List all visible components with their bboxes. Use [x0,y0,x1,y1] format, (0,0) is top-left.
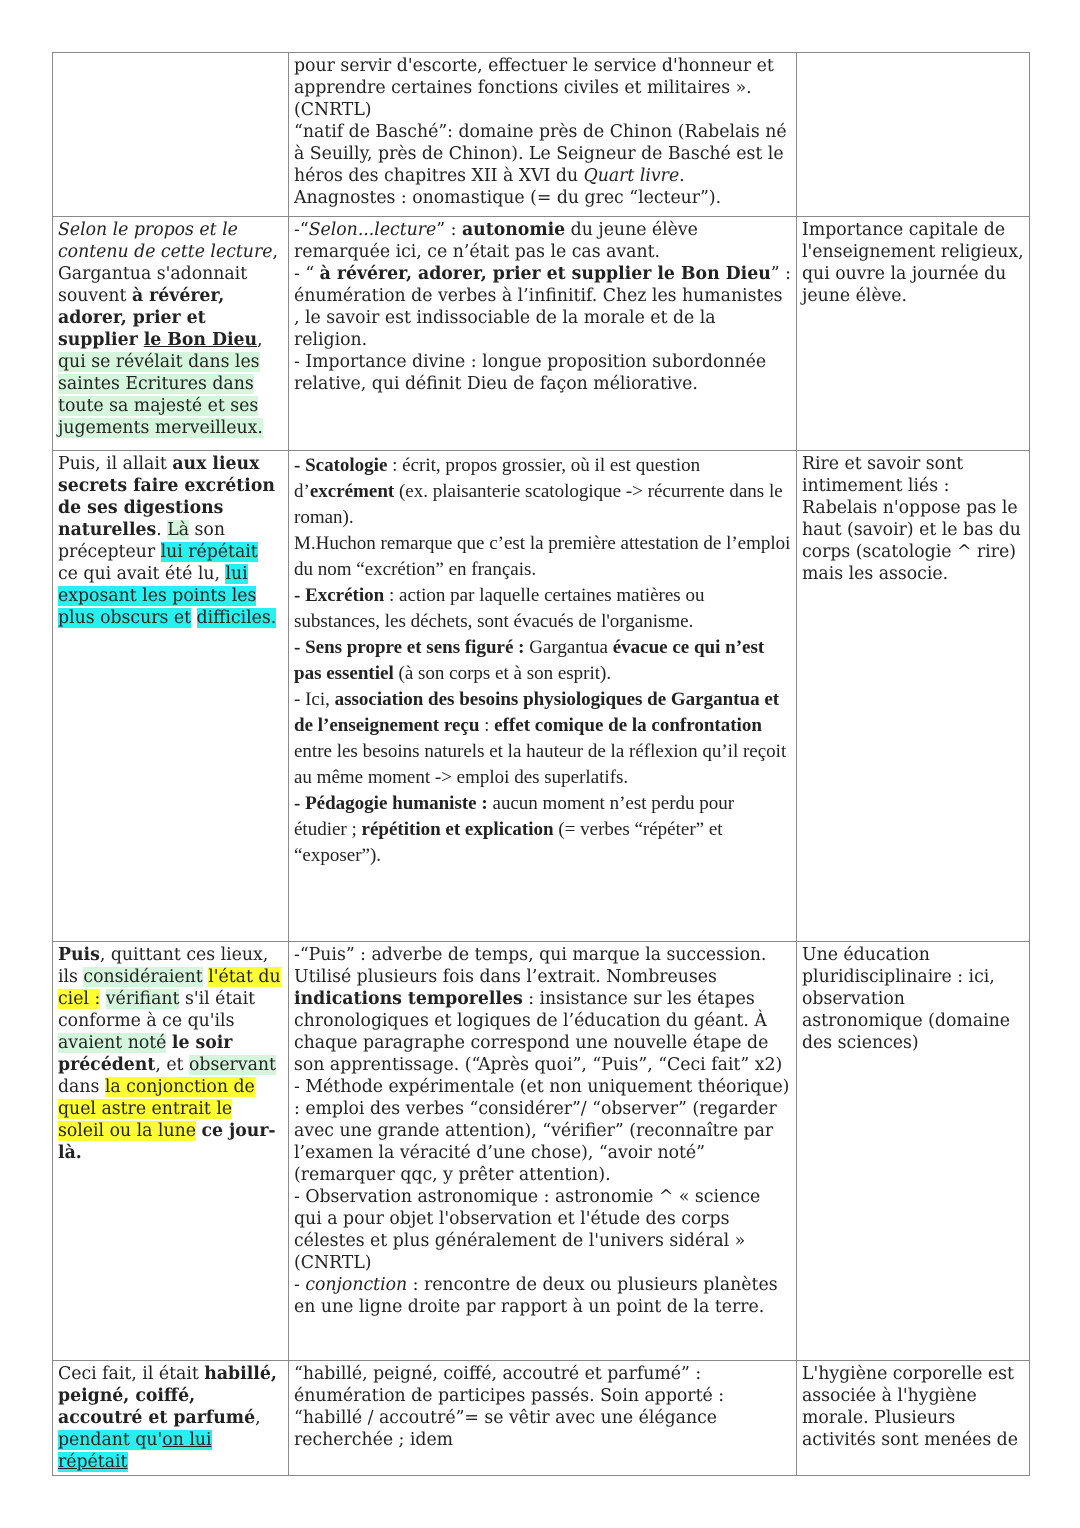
text-segment: évacue ce qui n’est pas essentiel [294,637,765,684]
text-segment: - Ici, [294,689,335,710]
text-segment: dans [58,1077,105,1097]
text-segment: - Excrétion [294,585,385,606]
highlighted-text: qui se révélait dans les saintes Ecritures dans toute sa majesté et ses jugements merveilleux. [58,352,263,438]
text-segment: ce qui avait été lu, [58,564,226,584]
highlighted-text: avaient noté [58,1033,167,1053]
text-segment: M.Huchon remarque que c’est la première attestation de l’emploi du nom “excrétion” en français. [294,533,791,580]
table-row [53,1361,1030,1476]
paragraph [294,219,791,263]
text-segment: répétition et explication [361,819,554,840]
text-segment: Importance capitale de l'enseignement religieux, qui ouvre la journée du jeune élève. [802,220,1024,306]
highlighted-text: lui exposant les points les plus obscurs et [58,564,257,628]
text-segment: - Observation astronomique : astronomie ^ « science qui a pour objet l'observation et l'étude des corps célestes et plus généralement de l'univers sidéral » (CNRTL) [294,1187,761,1273]
analysis-cell [289,451,797,942]
interpretation-cell [797,451,1030,942]
highlighted-text: observant [188,1055,276,1075]
text-segment: - Sens propre et sens figuré : [294,637,525,658]
text-segment: (à son corps et à son esprit). [393,663,612,684]
text-segment: s'il était conforme à ce qu'ils [58,989,256,1031]
paragraph [294,187,791,209]
commentary-table [52,52,1030,1476]
text-segment: indications temporelles [294,989,523,1009]
text-segment: - Méthode expérimentale (et non uniquement théorique) : emploi des verbes “considérer”/ “observer” (regarder avec une grande attention), “vérifier” (reconnaître par l’examen la véracité d’une chose), “avoir noté” (remarquer qqc, y prêter attention). [294,1077,790,1185]
text-segment: Puis, il allait [58,454,173,474]
text-segment: Selon...lecture [308,220,437,240]
text-segment: Gargantua [524,637,613,658]
text-segment: : action par laquelle certaines matières ou substances, les déchets, sont évacués de l'organisme. [294,585,705,632]
paragraph [802,453,1024,585]
text-segment: Selon le propos et le contenu de cette lecture [58,220,273,262]
paragraph [802,944,1024,1054]
paragraph [294,121,791,187]
text-segment: excrément [309,481,395,502]
highlighted-text: vérifiant [105,989,180,1009]
text-segment: “habillé, peigné, coiffé, accoutré et parfumé” : énumération de participes passés. Soin apporté : “habillé / accoutré”= se vêtir avec une élégance recherchée ; idem [294,1364,725,1450]
table-row [53,942,1030,1361]
text-segment: entre les besoins naturels et la hauteur de la réflexion qu’il reçoit au même moment -> emploi des superlatifs. [294,741,787,788]
text-segment: association des besoins physiologiques de Gargantua et de l’enseignement reçu [294,689,780,736]
paragraph [802,1363,1024,1451]
text-segment: Quart livre [583,166,680,186]
interpretation-cell [797,1361,1030,1476]
highlighted-text: lui répétait [160,542,258,562]
paragraph [294,583,791,635]
highlighted-text: la conjonction de quel astre entrait le soleil ou la lune [58,1077,255,1141]
text-segment: . [156,520,168,540]
paragraph [294,635,791,687]
text-segment: : rencontre de deux ou plusieurs planètes en une ligne droite par rapport à un point de la terre. [294,1275,778,1317]
text-segment: -“Puis” : adverbe de temps, qui marque la succession. Utilisé plusieurs fois dans l’extrait. Nombreuses [294,945,767,987]
text-segment: ” : [436,220,462,240]
highlighted-text: l'état du ciel : [58,967,281,1009]
text-segment: le Bon Dieu [143,330,258,350]
text-segment: , Gargantua s'adonnait souvent [58,242,278,306]
paragraph [294,1363,791,1451]
text-segment: - Pédagogie humaniste : [294,793,488,814]
analysis-cell [289,53,797,217]
text-segment: (= verbes “répéter” et “exposer”). [294,819,723,866]
interpretation-cell [797,942,1030,1361]
paragraph [58,944,283,1164]
text-segment: aucun moment n’est perdu pour étudier ; [294,793,735,840]
source-text-cell [53,451,289,942]
text-segment: à révérer, adorer, prier et supplier [58,286,225,350]
highlighted-text: considéraient [83,967,203,987]
paragraph [58,453,283,629]
text-segment: du jeune élève remarquée ici, ce n’était pas le cas avant. [294,220,698,262]
paragraph [294,791,791,869]
highlighted-text: pendant qu' [58,1430,163,1450]
text-segment: aux lieux secrets faire excrétion de ses digestions naturelles [58,454,275,540]
text-segment: L'hygiène corporelle est associée à l'hygiène morale. Plusieurs activités sont menées de [802,1364,1018,1450]
text-segment: ce jour-là. [58,1121,276,1163]
text-segment [100,989,106,1009]
source-text-cell [53,1361,289,1476]
source-text-cell [53,942,289,1361]
paragraph [802,219,1024,307]
text-segment: Une éducation pluridisciplinaire : ici, observation astronomique (domaine des sciences) [802,945,1010,1053]
text-segment: Rire et savoir sont intimement liés : Rabelais n'oppose pas le haut (savoir) et le bas du corps (scatologie ^ rire) mais les associe. [802,454,1021,584]
text-segment: - Importance divine : longue proposition subordonnée relative, qui définit Dieu de façon méliorative. [294,352,767,394]
text-segment: ” : énumération de verbes à l’infinitif. Chez les humanistes , le savoir est indissociable de la morale et de la religion. [294,264,791,350]
text-segment: - Scatologie [294,455,388,476]
text-segment: , [255,1408,261,1428]
table-row [53,53,1030,217]
text-segment: : insistance sur les étapes chronologiques et logiques de l’éducation du géant. À chaque paragraphe correspond une nouvelle étape de son apprentissage. (“Après quoi”, “Puis”, “Ceci fait” x2) [294,989,783,1075]
text-segment: - [294,1275,306,1295]
paragraph [294,944,791,1076]
highlighted-text: Là [167,520,190,540]
text-segment: - “ [294,264,320,284]
highlighted-text: on lui répétait [58,1430,212,1472]
text-segment: : [479,715,495,736]
paragraph [294,531,791,583]
text-segment: habillé, peigné, coiffé, accoutré et parfumé [58,1364,277,1428]
interpretation-cell [797,217,1030,451]
text-segment: , [257,330,263,350]
text-segment: conjonction [305,1275,408,1295]
paragraph [294,263,791,351]
paragraph [294,1274,791,1318]
text-segment: , et [155,1055,189,1075]
highlighted-text: difficiles. [196,608,277,628]
text-segment: -“ [294,220,309,240]
text-segment: Ceci fait, il était [58,1364,205,1384]
text-segment: son précepteur [58,520,225,562]
table-row [53,217,1030,451]
analysis-cell [289,942,797,1361]
text-segment: autonomie [461,220,566,240]
analysis-cell [289,1361,797,1476]
interpretation-cell [797,53,1030,217]
text-segment: Puis [58,945,100,965]
text-segment: effet comique de la confrontation [494,715,762,736]
paragraph [294,1186,791,1274]
text-segment: à révérer, adorer, prier et supplier le Bon Dieu [319,264,771,284]
text-segment: “natif de Basché”: domaine près de Chinon (Rabelais né à Seuilly, près de Chinon). Le Seigneur de Basché est le héros des chapitres XII à XVI du [294,122,787,186]
text-segment: , quittant ces lieux, ils [58,945,269,987]
paragraph [294,1076,791,1186]
source-text-cell [53,53,289,217]
text-segment: : écrit, propos grossier, où il est question d’ [294,455,701,502]
source-text-cell [53,217,289,451]
text-segment: Anagnostes : onomastique (= du grec “lecteur”). [294,188,722,208]
paragraph [58,1363,283,1473]
table-row [53,451,1030,942]
text-segment: (ex. plaisanterie scatologique -> récurrente dans le roman). [294,481,783,528]
analysis-cell [289,217,797,451]
paragraph [294,55,791,121]
text-segment: le soir précédent [58,1033,233,1075]
paragraph [58,219,283,439]
text-segment [191,608,197,628]
text-segment: pour servir d'escorte, effectuer le service d'honneur et apprendre certaines fonctions civiles et militaires ». (CNRTL) [294,56,774,120]
paragraph [294,687,791,791]
paragraph [294,453,791,531]
text-segment: . [679,166,685,186]
paragraph [294,351,791,395]
